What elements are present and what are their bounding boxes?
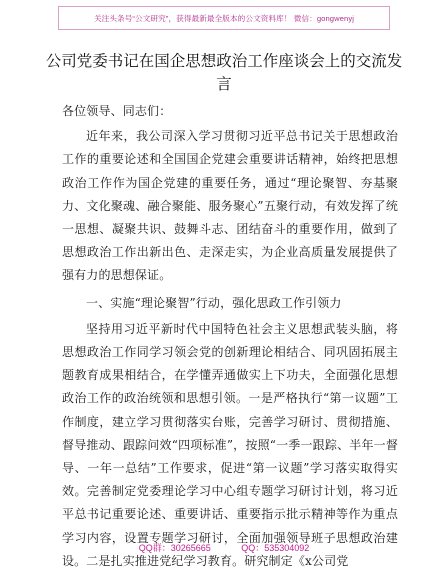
intro-paragraph: 近年来，我公司深入学习贯彻习近平总书记关于思想政治工作的重要论述和全国国企党建会重要讲话精神，始终把思想政治工作作为国企党建的重要任务，通过“理论聚智、夯基聚力、文化聚魂、融合聚能、服务聚心”五聚行动，有效发挥了统一思想、凝聚共识、鼓舞斗志、团结奋斗的重要作用，做到了思想政治工作出新出色、走深走实，为企业高质量发展提供了强有力的思想保证。 <box>62 129 398 283</box>
promo-banner-text: 关注头条号“公文研究”，获得最新最全版本的公文资料库！ 微信：gongwenyj <box>93 13 355 23</box>
section-1-heading: 一、实施“理论聚智”行动，强化思政工作引领力 <box>86 295 342 310</box>
footer-contact <box>0 541 448 554</box>
document-title: 公司党委书记在国企思想政治工作座谈会上的交流发言 <box>45 52 403 93</box>
qq-number: QQ：535304092 <box>241 543 310 553</box>
promo-banner <box>58 6 390 30</box>
section-1-paragraph: 坚持用习近平新时代中国特色社会主义思想武装头脑，将思想政治工作同学习领会党的创新理论相结合、同巩固拓展主题教育成果相结合，在学懂弄通做实上下功夫，全面强化思想政治工作的政治统领和思想引领。一是严格执行“第一议题”工作制度，建立学习贯彻落实台账，完善学习研讨、贯彻措施、督导推动、跟踪问效“四项标准”，按照“一季一跟踪、半年一督导、一年一总结”工作要求，促进“第一议题”学习落实取得实效。完善制定党委理论学习中心组专题学习研讨计划，将习近平总书记重要论述、重要讲话、重要指示批示精神等作为重点学习内容，设置专题学习研讨，全面加强领导班子思想政治建设。二是扎实推进党纪学习教育。研究制定《x公司党 <box>62 321 398 568</box>
qq-group-number: QQ群：30265665 <box>138 543 211 553</box>
document-body <box>62 100 398 573</box>
salutation: 各位领导、同志们： <box>62 104 172 118</box>
